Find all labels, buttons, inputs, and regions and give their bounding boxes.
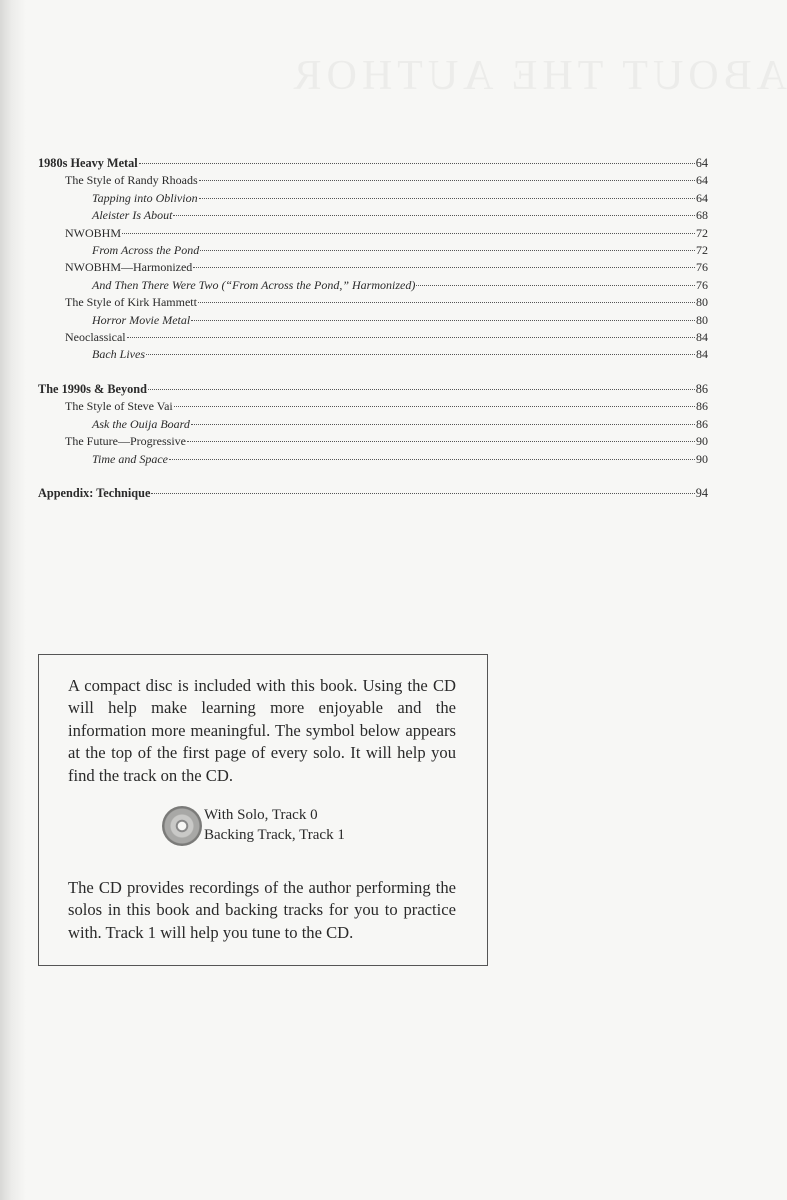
toc-entry-page: 64	[695, 156, 708, 170]
toc-entry-page: 86	[695, 381, 708, 396]
toc-entry-title: Neoclassical	[65, 330, 126, 345]
toc-entry-page: 68	[696, 208, 708, 223]
dot-leader	[122, 233, 695, 234]
toc-entry-page: 64	[696, 173, 708, 188]
toc-entry-page: 80	[696, 312, 708, 327]
dot-leader	[174, 406, 695, 407]
dot-leader	[199, 198, 695, 199]
toc-entry[interactable]	[38, 381, 708, 398]
toc-entry-page: 76	[696, 260, 708, 275]
bleed-through-text: ABOUT THE AUTHOR	[288, 53, 787, 99]
toc-entry-page: 94	[695, 485, 708, 500]
toc-entry[interactable]	[38, 225, 708, 242]
toc-entry-title: 1980s Heavy Metal	[38, 156, 138, 170]
toc-entry-title: Horror Movie Metal	[92, 312, 191, 327]
toc-entry[interactable]	[38, 346, 708, 363]
toc-entry[interactable]	[38, 294, 708, 311]
toc-entry-page: 72	[696, 243, 708, 258]
toc-entry-title: From Across the Pond	[92, 243, 200, 258]
toc-entry-page: 86	[696, 399, 708, 414]
dot-leader	[416, 285, 695, 286]
toc-entry[interactable]	[38, 190, 708, 207]
toc-entry-page: 84	[696, 330, 708, 345]
track-solo-label: With Solo, Track 0	[204, 807, 318, 823]
dot-leader	[191, 424, 695, 425]
toc-entry-title: The Style of Steve Vai	[65, 399, 173, 414]
toc-entry[interactable]	[38, 312, 708, 329]
dot-leader	[198, 302, 695, 303]
toc-entry-page: 84	[696, 347, 708, 362]
cd-outro-text: The CD provides recordings of the author performing the solos in this book and backing tracks for you to practice with. Track 1 will help you tune to the CD.	[68, 878, 456, 942]
toc-entry-title: And Then There Were Two (“From Across the Pond,” Harmonized)	[92, 277, 416, 292]
toc-entry-title: Time and Space	[92, 451, 168, 466]
toc-entry-title: Appendix: Technique	[38, 485, 151, 500]
dot-leader	[173, 215, 695, 216]
dot-leader	[200, 250, 695, 251]
toc-entry-page: 90	[696, 451, 708, 466]
toc-entry-title: The Style of Kirk Hammett	[65, 295, 197, 310]
toc-entry[interactable]	[38, 329, 708, 346]
table-of-contents	[38, 155, 708, 502]
dot-leader	[148, 389, 695, 390]
toc-entry[interactable]	[38, 172, 708, 189]
dot-leader	[187, 441, 695, 442]
toc-entry[interactable]	[38, 433, 708, 450]
dot-leader	[151, 493, 694, 494]
toc-entry[interactable]	[38, 416, 708, 433]
toc-entry[interactable]	[38, 259, 708, 276]
dot-leader	[199, 180, 695, 181]
toc-entry[interactable]	[38, 451, 708, 468]
dot-leader	[191, 320, 695, 321]
toc-entry[interactable]	[38, 277, 708, 294]
dot-leader	[169, 459, 695, 460]
cd-intro-text: A compact disc is included with this book. Using the CD will help make learning more enjoyable and the information more meaningful. The symbol below appears at the top of the first page of every solo. It will help you find the track on the CD.	[68, 676, 456, 785]
dot-leader	[139, 163, 695, 164]
toc-entry[interactable]	[38, 485, 708, 502]
cd-track-list	[204, 806, 345, 845]
dot-leader	[193, 267, 695, 268]
toc-entry-page: 80	[696, 295, 708, 310]
toc-entry-title: The Future—Progressive	[65, 434, 186, 449]
toc-entry-page: 90	[696, 434, 708, 449]
toc-entry-title: NWOBHM	[65, 225, 121, 240]
toc-entry-title: The 1990s & Beyond	[38, 381, 147, 396]
cd-icon	[162, 806, 202, 846]
dot-leader	[146, 354, 695, 355]
toc-entry-title: Tapping into Oblivion	[92, 190, 198, 205]
toc-entry[interactable]	[38, 155, 708, 172]
toc-entry[interactable]	[38, 242, 708, 259]
toc-entry-page: 64	[696, 190, 708, 205]
toc-entry-title: The Style of Randy Rhoads	[65, 173, 198, 188]
page-spine-shadow	[0, 0, 26, 1200]
cd-info-box	[38, 654, 488, 966]
dot-leader	[127, 337, 695, 338]
track-backing-label: Backing Track, Track 1	[204, 826, 345, 843]
toc-entry-title: NWOBHM—Harmonized	[65, 260, 193, 275]
toc-entry-page: 72	[696, 225, 708, 240]
toc-entry-title: Aleister Is About	[92, 208, 173, 223]
toc-entry[interactable]	[38, 207, 708, 224]
toc-entry-title: Bach Lives	[92, 347, 145, 362]
toc-entry-title: Ask the Ouija Board	[92, 416, 190, 431]
toc-entry[interactable]	[38, 398, 708, 415]
toc-entry-page: 86	[696, 416, 708, 431]
toc-entry-page: 76	[696, 277, 708, 292]
